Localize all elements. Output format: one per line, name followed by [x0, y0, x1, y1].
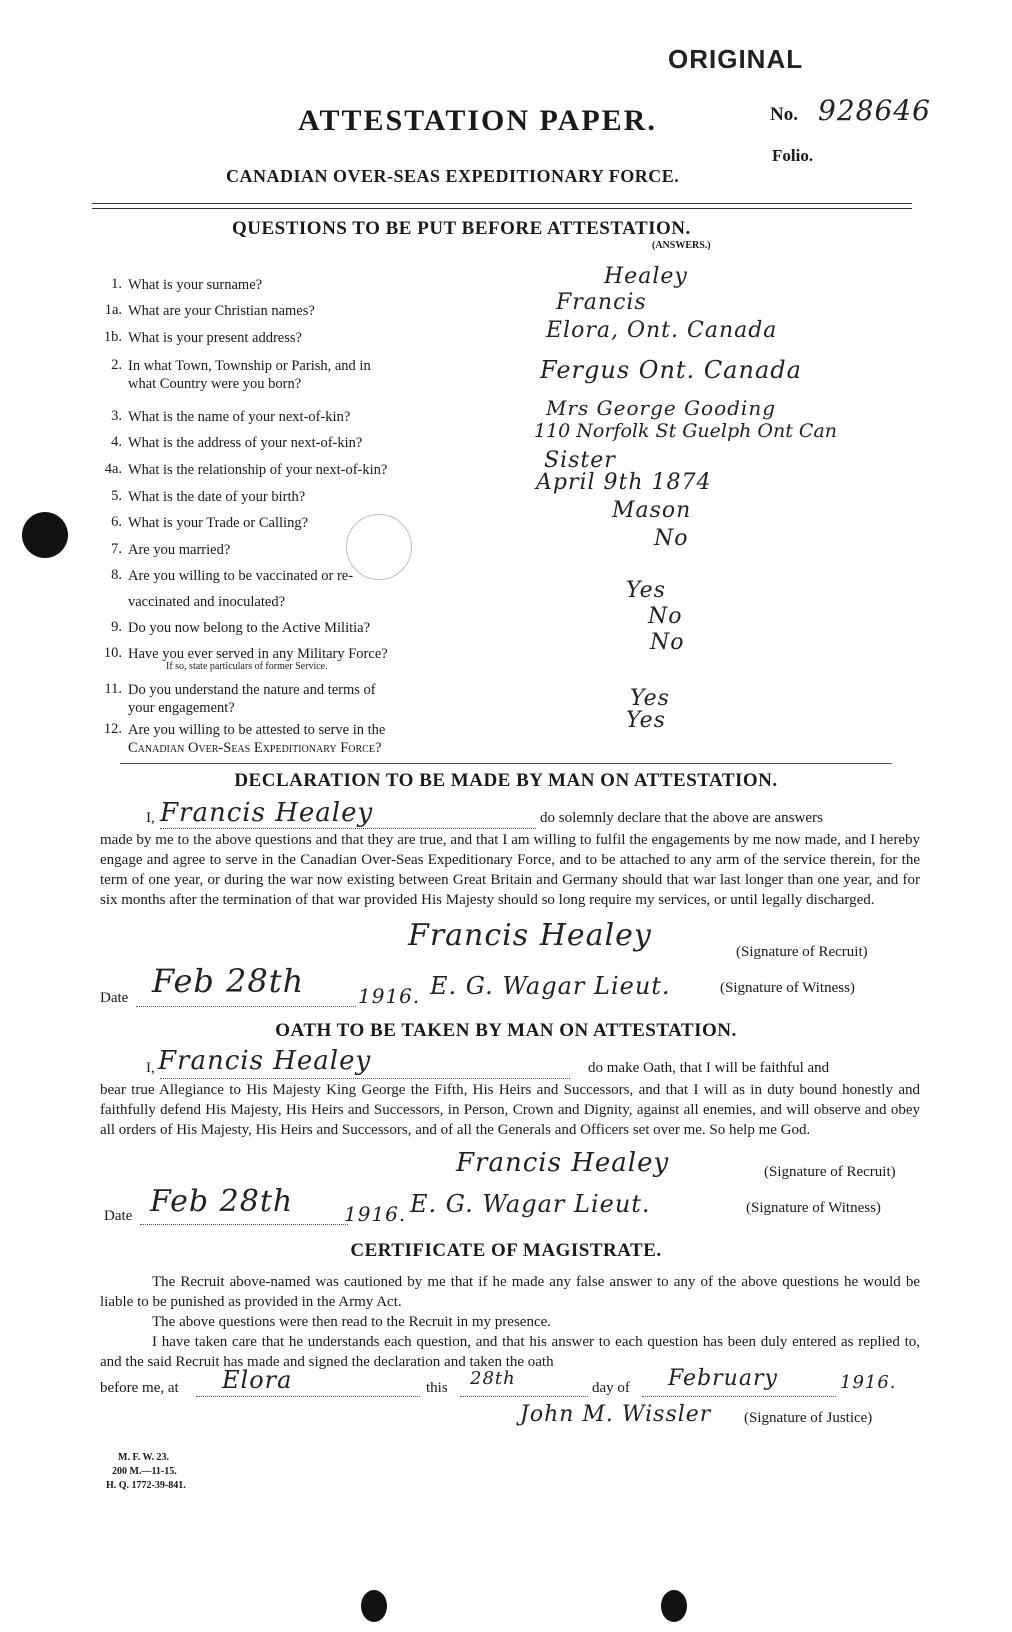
certificate-before-label: before me, at [100, 1380, 179, 1396]
question-text: Are you willing to be attested to serve in the [128, 722, 386, 738]
answer-present-address: Elora, Ont. Canada [546, 318, 778, 343]
declaration-date-line [136, 1006, 356, 1007]
answer-birth-date: April 9th 1874 [536, 470, 712, 495]
punch-hole-bottom-right [661, 1590, 687, 1622]
document-title: ATTESTATION PAPER. [298, 104, 657, 137]
certificate-heading: CERTIFICATE OF MAGISTRATE. [350, 1240, 662, 1261]
oath-name-line [160, 1078, 570, 1079]
oath-body: bear true Allegiance to His Majesty King George the Fifth, His Heirs and Successors, and that I will as in duty bound honestly and faithfully defend His Majesty, His Heirs and Successors, in Person, Crown and Dignity, against all enemies, and will observe and obey all orders of His Majesty, His Heirs and Successors, and of all the Generals and Officers set over me. So help me God. [100, 1082, 920, 1138]
oath-first-line: do make Oath, that I will be faithful and [588, 1060, 830, 1076]
declaration-name-line [160, 828, 536, 829]
question-number: 1. [111, 276, 122, 292]
question-text: What are your Christian names? [128, 303, 315, 319]
question-text: Are you willing to be vaccinated or re- [128, 568, 354, 584]
question-text-cont: your engagement? [128, 700, 235, 716]
oath-prefix: I, [146, 1060, 155, 1076]
serial-number: 928646 [818, 94, 931, 127]
original-stamp: ORIGINAL [668, 44, 804, 74]
question-text: In what Town, Township or Parish, and in [128, 358, 371, 374]
justice-label: (Signature of Justice) [744, 1410, 873, 1426]
declaration-first-line: do solemnly declare that the above are answers [540, 810, 823, 826]
answer-willing-to-serve: Yes [626, 708, 666, 733]
certificate-para-1: The Recruit above-named was cautioned by me that if he made any false answer to any of the above questions he would be liable to be punished as provided in the Army Act. [100, 1274, 920, 1310]
question-text-note: If so, state particulars of former Service. [166, 661, 328, 672]
certificate-para-2: The above questions were then read to the Recruit in my presence. [152, 1314, 552, 1330]
oath-name: Francis Healey [158, 1046, 372, 1076]
declaration-date-label: Date [100, 990, 129, 1006]
question-number: 8. [111, 567, 122, 583]
question-number: 2. [111, 357, 122, 373]
declaration-name: Francis Healey [160, 798, 374, 828]
certificate-year: 1916. [840, 1372, 897, 1393]
declaration-witness-label: (Signature of Witness) [720, 980, 855, 996]
certificate-place: Elora [222, 1366, 293, 1394]
question-number: 12. [103, 721, 122, 737]
question-text: What is the address of your next-of-kin? [128, 435, 363, 451]
answer-vaccinated: Yes [626, 578, 666, 603]
folio-label: Folio. [772, 146, 814, 165]
punch-hole-bottom-left [361, 1590, 387, 1622]
oath-date: Feb 28th [150, 1184, 294, 1219]
answer-military-service: No [650, 630, 685, 655]
question-number: 4. [111, 434, 122, 450]
question-number: 7. [111, 541, 122, 557]
faint-round-stamp [346, 514, 412, 580]
certificate-day-line [460, 1396, 588, 1397]
answer-next-of-kin-address: 110 Norfolk St Guelph Ont Can [534, 420, 838, 442]
declaration-recruit-signature: Francis Healey [408, 918, 652, 953]
declaration-date: Feb 28th [152, 962, 305, 1000]
answer-relationship: Sister [544, 448, 616, 473]
form-code-1: M. F. W. 23. [118, 1452, 170, 1463]
declaration-recruit-label: (Signature of Recruit) [736, 944, 868, 960]
declaration-prefix: I, [146, 810, 155, 826]
question-text: Have you ever served in any Military Force? [128, 646, 388, 662]
certificate-this-label: this [426, 1380, 448, 1396]
question-number: 1a. [104, 302, 122, 318]
oath-recruit-label: (Signature of Recruit) [764, 1164, 896, 1180]
question-text: What is the date of your birth? [128, 489, 306, 505]
header-rule-2 [92, 208, 912, 209]
declaration-body: made by me to the above questions and that they are true, and that I am willing to fulfil the engagements by me now made, and I hereby engage and agree to serve in the Canadian Over-Seas Expeditionary Force, and to be attached to any arm of the service therein, for the term of one year, or during the war now existing between Great Britain and Germany should that war last longer than one year, and for six months after the termination of that war provided His Majesty should so long require my services, or until legally discharged. [100, 832, 920, 908]
question-text: What is your present address? [128, 330, 302, 346]
oath-witness-label: (Signature of Witness) [746, 1200, 881, 1216]
declaration-year: 1916. [358, 984, 421, 1008]
question-text: Do you now belong to the Active Militia? [128, 620, 371, 636]
oath-heading: OATH TO BE TAKEN BY MAN ON ATTESTATION. [275, 1020, 737, 1041]
question-number: 3. [111, 408, 122, 424]
serial-number-label: No. [770, 104, 798, 125]
declaration-witness-signature: E. G. Wagar Lieut. [430, 972, 671, 1000]
answer-married: No [654, 526, 689, 551]
question-text: What is the relationship of your next-of-kin? [128, 462, 388, 478]
question-text: Are you married? [128, 542, 231, 558]
question-number: 9. [111, 619, 122, 635]
question-number: 6. [111, 514, 122, 530]
questions-heading: QUESTIONS TO BE PUT BEFORE ATTESTATION. [232, 218, 691, 239]
question-number: 11. [104, 681, 122, 697]
declaration-heading: DECLARATION TO BE MADE BY MAN ON ATTESTATION. [234, 770, 778, 791]
section-rule [120, 763, 892, 764]
answer-trade: Mason [612, 498, 692, 523]
answer-understand-terms: Yes [630, 686, 670, 711]
answer-next-of-kin: Mrs George Gooding [546, 396, 777, 420]
question-number: 5. [111, 488, 122, 504]
question-text: What is the name of your next-of-kin? [128, 409, 351, 425]
oath-date-label: Date [104, 1208, 133, 1224]
certificate-place-line [196, 1396, 420, 1397]
header-rule-1 [92, 203, 912, 204]
answer-birthplace: Fergus Ont. Canada [540, 356, 802, 384]
certificate-day-of-label: day of [592, 1380, 630, 1396]
certificate-month-line [642, 1396, 836, 1397]
question-number: 1b. [103, 329, 122, 345]
question-number: 10. [103, 645, 122, 661]
question-text-cont: vaccinated and inoculated? [128, 594, 286, 610]
oath-recruit-signature: Francis Healey [456, 1148, 670, 1178]
answers-label: (ANSWERS.) [652, 240, 711, 251]
question-text: What is your Trade or Calling? [128, 515, 309, 531]
answer-active-militia: No [648, 604, 683, 629]
answer-christian-names: Francis [556, 290, 647, 315]
question-text-cont: Canadian Over-Seas Expeditionary Force? [128, 740, 382, 756]
question-number: 4a. [104, 461, 122, 477]
certificate-day: 28th [470, 1368, 516, 1389]
question-text: What is your surname? [128, 277, 263, 293]
answer-surname: Healey [604, 264, 688, 289]
oath-date-line [140, 1224, 348, 1225]
form-code-3: H. Q. 1772-39-841. [106, 1480, 186, 1491]
question-text: Do you understand the nature and terms of [128, 682, 376, 698]
certificate-para-3: I have taken care that he understands each question, and that his answer to each question has been duly entered as replied to, and the said Recruit has made and signed the declaration and taken the oath [100, 1334, 920, 1370]
form-code-2: 200 M.—11-15. [112, 1466, 177, 1477]
question-text-cont: what Country were you born? [128, 376, 302, 392]
oath-witness-signature: E. G. Wagar Lieut. [410, 1190, 651, 1218]
oath-year: 1916. [344, 1202, 407, 1226]
certificate-month: February [668, 1366, 778, 1391]
punch-hole-left [22, 512, 68, 558]
force-subtitle: CANADIAN OVER-SEAS EXPEDITIONARY FORCE. [226, 166, 680, 186]
justice-signature: John M. Wissler [520, 1402, 712, 1427]
